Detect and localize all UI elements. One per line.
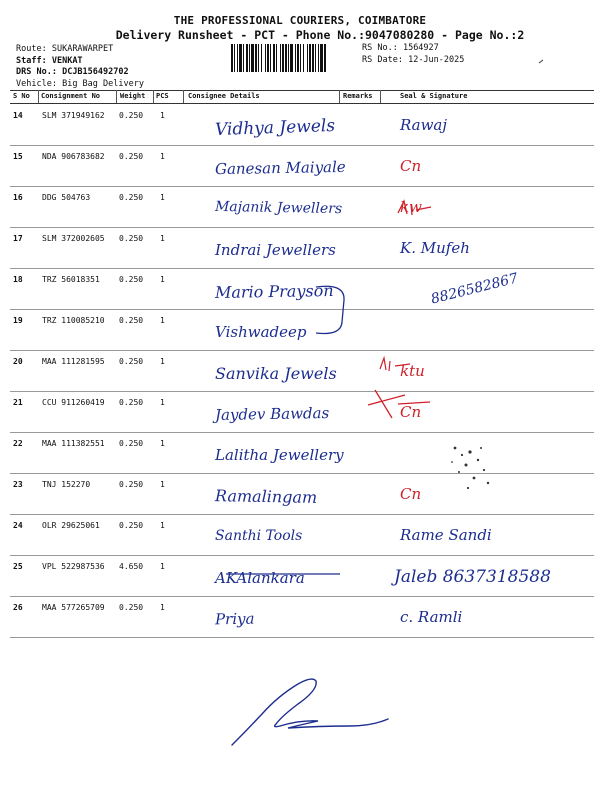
consignee-handwritten: Santhi Tools	[215, 528, 303, 544]
consignee-handwritten: Jaydev Bawdas	[214, 404, 330, 424]
serial-number: 14	[13, 111, 23, 120]
barcode-bar	[239, 44, 242, 72]
weight-value: 0.250	[119, 357, 144, 366]
weight-value: 0.250	[119, 193, 144, 202]
consignment-number: DDG 504763	[42, 193, 91, 202]
consignee-handwritten: Vishwadeep	[215, 323, 307, 341]
table-row	[10, 145, 594, 186]
table-row	[10, 391, 594, 432]
table-row	[10, 227, 594, 268]
consignment-number: MAA 577265709	[42, 603, 105, 612]
pcs-value: 1	[160, 521, 165, 530]
barcode-bar	[273, 44, 275, 72]
barcode-bar	[297, 44, 299, 72]
barcode-bar	[324, 44, 326, 72]
table-header	[10, 90, 594, 102]
signature-handwritten: kw	[400, 198, 422, 216]
weight-value: 0.250	[119, 480, 144, 489]
serial-number: 26	[13, 603, 23, 612]
route-line	[16, 44, 144, 56]
consignment-number: TRZ 56018351	[42, 275, 100, 284]
consignment-number: SLM 372002605	[42, 234, 105, 243]
col-consignment: Consignment No	[41, 92, 101, 100]
pcs-value: 1	[160, 316, 165, 325]
barcode-bar	[303, 44, 304, 72]
table-row	[10, 350, 594, 391]
barcode-bar	[312, 44, 314, 72]
barcode-bar	[307, 44, 308, 72]
barcode-bar	[276, 44, 277, 72]
consignment-number: TNJ 152270	[42, 480, 91, 489]
table-row	[10, 596, 594, 637]
barcode-bar	[320, 44, 323, 72]
weight-value: 0.250	[119, 234, 144, 243]
table-row	[10, 186, 594, 227]
weight-value: 0.250	[119, 521, 144, 530]
pcs-value: 1	[160, 439, 165, 448]
weight-value: 0.250	[119, 439, 144, 448]
serial-number: 22	[13, 439, 23, 448]
serial-number: 15	[13, 152, 23, 161]
table-row	[10, 555, 594, 596]
header-divider	[339, 90, 340, 104]
consignee-handwritten: Ramalingam	[214, 486, 318, 507]
serial-number: 17	[13, 234, 23, 243]
runsheet-subtitle: Delivery Runsheet - PCT - Phone No.:9047080280 - Page No.:2	[115, 28, 525, 42]
rs-no-label: RS No.:	[362, 43, 398, 53]
consignment-number: TRZ 110085210	[42, 316, 105, 325]
barcode-bar	[243, 44, 244, 72]
tick-mark	[539, 60, 543, 63]
barcode-bar	[290, 44, 293, 72]
consignment-number: SLM 371949162	[42, 111, 105, 120]
barcode-bar	[318, 44, 319, 72]
runsheet-meta-right	[362, 42, 464, 66]
rs-date-line	[362, 54, 464, 66]
consignee-handwritten: AKAlankara	[215, 569, 305, 587]
serial-number: 21	[13, 398, 23, 407]
consignee-handwritten: Mario Prayson	[214, 280, 334, 303]
barcode-bar	[231, 44, 233, 72]
consignee-handwritten: Vidhya Jewels	[214, 115, 336, 141]
barcode-bar	[265, 44, 266, 72]
consignment-number: OLR 29625061	[42, 521, 100, 530]
header-divider	[38, 90, 39, 104]
consignment-number: NDA 906783682	[42, 152, 105, 161]
weight-value: 0.250	[119, 152, 144, 161]
header-divider	[380, 90, 381, 104]
pcs-value: 1	[160, 562, 165, 571]
drs-line	[16, 67, 144, 79]
barcode-bar	[255, 44, 257, 72]
signature-handwritten: Rawaj	[400, 116, 448, 134]
table-row	[10, 514, 594, 555]
barcode-bar	[300, 44, 301, 72]
barcode-bar	[251, 44, 254, 72]
drs-label: DRS No.:	[16, 67, 57, 77]
barcode-bar	[249, 44, 250, 72]
barcode-bar	[280, 44, 281, 72]
rs-no-line	[362, 42, 464, 54]
rs-date-value: 12-Jun-2025	[408, 55, 465, 65]
signature-handwritten: c. Ramli	[400, 608, 463, 626]
header-divider	[183, 90, 184, 104]
pcs-value: 1	[160, 398, 165, 407]
barcode-bar	[295, 44, 296, 72]
vehicle-value: Big Bag Delivery	[62, 78, 144, 89]
serial-number: 24	[13, 521, 23, 530]
consignment-number: MAA 111281595	[42, 357, 105, 366]
runsheet-meta-left	[16, 44, 144, 90]
weight-value: 4.650	[119, 562, 144, 571]
weight-value: 0.250	[119, 603, 144, 612]
pcs-value: 1	[160, 152, 165, 161]
signature-handwritten: 8826582867	[429, 270, 520, 308]
table-row	[10, 473, 594, 514]
barcode-bar	[267, 44, 269, 72]
barcode-bar	[261, 44, 262, 72]
signature-handwritten: Rame Sandi	[400, 526, 492, 544]
route-label: Route:	[16, 44, 47, 54]
col-weight: Weight	[120, 92, 146, 100]
serial-number: 23	[13, 480, 23, 489]
consignment-number: MAA 111382551	[42, 439, 105, 448]
barcode-bar	[237, 44, 238, 72]
rs-no-value: 1564927	[402, 43, 439, 53]
vehicle-label: Vehicle:	[16, 78, 57, 89]
rs-date-label: RS Date:	[362, 55, 403, 65]
row-rule	[10, 637, 594, 638]
weight-value: 0.250	[119, 111, 144, 120]
signature-handwritten: Cn	[400, 403, 422, 421]
barcode-bar	[270, 44, 271, 72]
pcs-value: 1	[160, 275, 165, 284]
staff-line	[16, 56, 144, 68]
consignee-handwritten: Sanvika Jewels	[215, 364, 337, 383]
staff-label: Staff:	[16, 55, 47, 66]
serial-number: 18	[13, 275, 23, 284]
header-divider	[153, 90, 154, 104]
pcs-value: 1	[160, 357, 165, 366]
vehicle-line	[16, 79, 144, 91]
staff-value: VENKAT	[51, 55, 83, 66]
drs-value: DCJB156492702	[62, 67, 129, 77]
weight-value: 0.250	[119, 275, 144, 284]
serial-number: 20	[13, 357, 23, 366]
pcs-value: 1	[160, 193, 165, 202]
col-seal-signature: Seal & Signature	[400, 92, 468, 100]
barcode-bar	[315, 44, 316, 72]
consignee-handwritten: Priya	[214, 609, 255, 629]
pcs-value: 1	[160, 603, 165, 612]
barcode	[231, 44, 355, 72]
table-row	[10, 432, 594, 473]
delivery-table	[10, 90, 594, 632]
route-value: SUKARAWARPET	[51, 44, 114, 54]
serial-number: 25	[13, 562, 23, 571]
table-row	[10, 104, 594, 145]
barcode-bar	[309, 44, 311, 72]
signature-handwritten: Cn	[400, 485, 422, 503]
serial-number: 16	[13, 193, 23, 202]
bottom-signature	[232, 679, 388, 745]
company-title: THE PROFESSIONAL COURIERS, COIMBATORE	[173, 14, 427, 27]
consignment-number: VPL 522987536	[42, 562, 105, 571]
signature-handwritten: ktu	[400, 362, 425, 380]
weight-value: 0.250	[119, 398, 144, 407]
signature-handwritten: Cn	[400, 157, 422, 175]
consignee-handwritten: Ganesan Maiyale	[214, 157, 346, 179]
header-divider	[116, 90, 117, 104]
barcode-bar	[258, 44, 259, 72]
barcode-bar	[234, 44, 235, 72]
pcs-value: 1	[160, 234, 165, 243]
barcode-bar	[285, 44, 287, 72]
pcs-value: 1	[160, 111, 165, 120]
barcode-bar	[246, 44, 248, 72]
col-remarks: Remarks	[343, 92, 373, 100]
serial-number: 19	[13, 316, 23, 325]
signature-handwritten: Jaleb 8637318588	[394, 567, 551, 587]
pcs-value: 1	[160, 480, 165, 489]
weight-value: 0.250	[119, 316, 144, 325]
consignee-handwritten: Indrai Jewellers	[215, 241, 336, 259]
col-pcs: PCS	[156, 92, 169, 100]
consignee-handwritten: Lalitha Jewellery	[215, 446, 344, 464]
consignee-handwritten: Majanik Jewellers	[214, 198, 343, 218]
barcode-bar	[288, 44, 289, 72]
barcode-bar	[282, 44, 284, 72]
col-sno: S No	[13, 92, 30, 100]
consignment-number: CCU 911260419	[42, 398, 105, 407]
signature-handwritten: K. Mufeh	[400, 239, 470, 257]
col-consignee: Consignee Details	[188, 92, 260, 100]
